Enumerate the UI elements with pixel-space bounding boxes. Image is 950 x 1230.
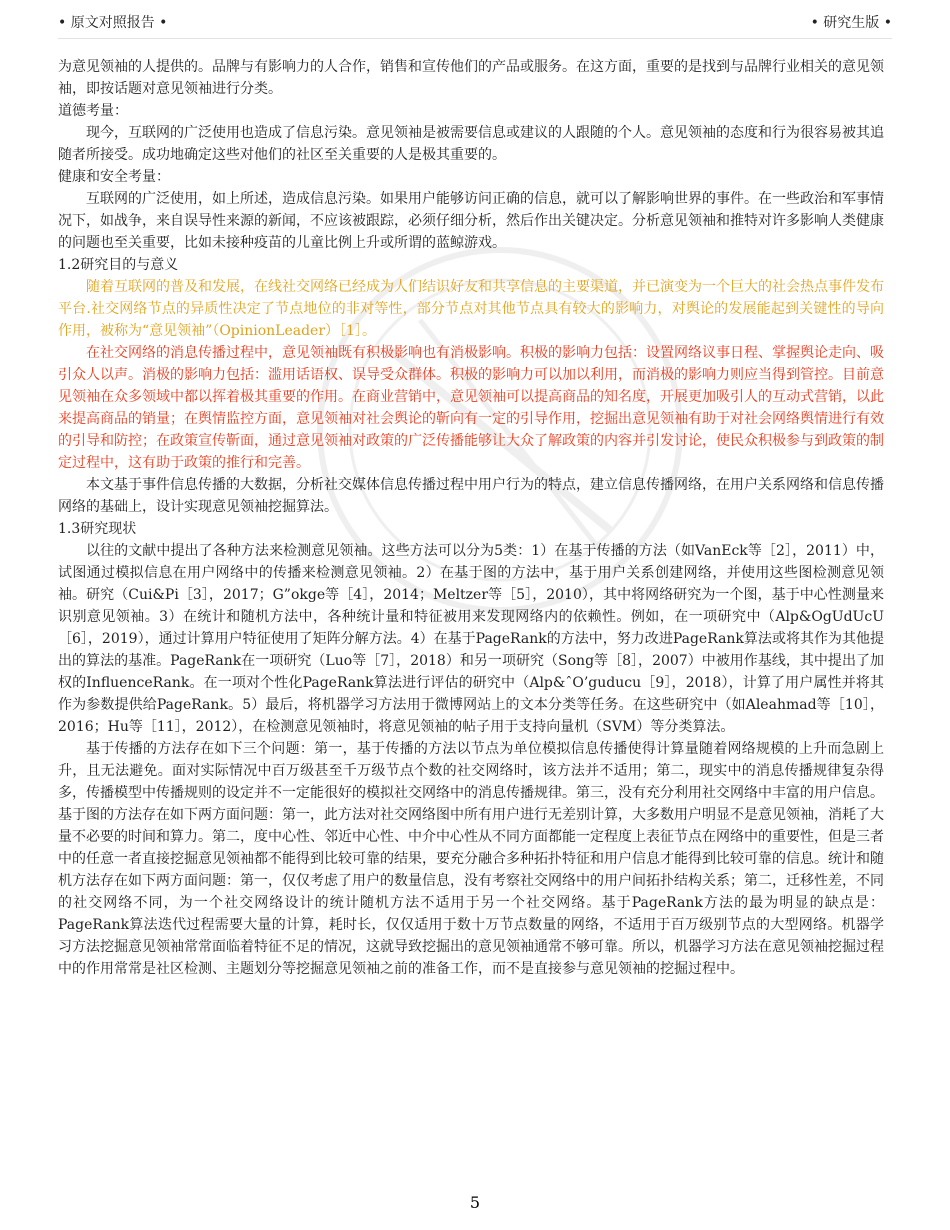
section-heading-1-3: 1.3研究现状 — [58, 521, 137, 537]
paragraph-highlight-red: 在社交网络的消息传播过程中，意见领袖既有积极影响也有消极影响。积极的影响力包括：设置网络议事日程、掌握舆论走向、吸引众人以声。消极的影响力包括：滥用话语权、误导受众群体。积极的影响力可以加以利用，而消极的影响力则应当得到管控。目前意见领袖在众多领域中都以挥着极其重要的作用。在商业营销中，意见领袖可以提高商品的知名度，开展更加吸引人的互动式营销，以此来提高商品的销量；在舆情监控方面，意见领袖对社会舆论的靳向有一定的引导作用，挖掘出意见领袖有助于对社会网络舆情进行有效的引导和防控；在政策宣传靳面，通过意见领袖对政策的广泛传播能够让大众了解政策的内容并引发讨论，使民众积极参与到政策的制定过程中，这有助于政策的推行和完善。 — [58, 345, 884, 471]
paragraph-continuation: 为意见领袖的人提供的。品牌与有影响力的人合作，销售和宣传他们的产品或服务。在这方面，重要的是找到与品牌行业相关的意见领袖，即按话题对意见领袖进行分类。 — [58, 59, 884, 97]
paragraph-purpose: 本文基于事件信息传播的大数据，分析社交媒体信息传播过程中用户行为的特点，建立信息传播网络，在用户关系网络和信息传播网络的基础上，设计实现意见领袖挖掘算法。 — [58, 477, 884, 515]
edition-label: • 研究生版 • — [810, 15, 892, 31]
page-header — [58, 8, 892, 32]
section-heading-1-2: 1.2研究目的与意义 — [58, 257, 179, 273]
heading-health-safety: 健康和安全考量： — [58, 169, 170, 185]
heading-ethics: 道德考量： — [58, 103, 128, 119]
header-divider — [58, 38, 892, 39]
page-number: 5 — [469, 1193, 481, 1212]
report-type-label: • 原文对照报告 • — [58, 15, 168, 31]
paragraph-highlight-orange: 随着互联网的普及和发展，在线社交网络已经成为人们结识好友和共享信息的主要渠道，并已演变为一个巨大的社会热点事件发布平台.社交网络节点的异质性决定了节点地位的非对等性，部分节点对其他节点具有较大的影响力，对舆论的发展能起到关键性的导向作用，被称为“意见领袖”（OpinionLeader）［1］。 — [58, 279, 884, 339]
document-body — [58, 56, 884, 980]
paragraph-related-work: 以往的文献中提出了各种方法来检测意见领袖。这些方法可以分为5类：1）在基于传播的方法（如VanEck等［2］，2011）中，试图通过模拟信息在用户网络中的传播来检测意见领袖。2）在基于图的方法中，基于用户关系创建网络，并使用这些图检测意见领袖。研究（Cui&Pi［3］，2017；G”okge等［4］，2014；Meltzer等［5］，2010），其中将网络研究为一个图，基于中心性测量来识别意见领袖。3）在统计和随机方法中，各种统计量和特征被用来发现网络内的依赖性。例如，在一项研究中（Alp&OgUdUcU［6］，2019），通过计算用户特征使用了矩阵分解方法。4）在基于PageRank的方法中，努力改进PageRank算法或将其作为其他提出的算法的基准。PageRank在一项研究（Luo等［7］，2018）和另一项研究（Song等［8］，2007）中被用作基线，其中提出了加权的InfluenceRank。在一项对个性化PageRank算法进行评估的研究中（Alp&ˆO’guducu［9］，2018），计算了用户属性并将其作为参数提供给PageRank。5）最后，将机器学习方法用于微博网站上的文本分类等任务。在这些研究中（如Aleahmad等［10］，2016；Hu等［11］，2012），在检测意见领袖时，将意见领袖的帖子用于支持向量机（SVM）等分类算法。 — [58, 543, 884, 735]
paragraph-problems: 基于传播的方法存在如下三个问题：第一，基于传播的方法以节点为单位模拟信息传播使得计算量随着网络规模的上升而急剧上升，且无法避免。面对实际情况中百万级甚至千万级节点个数的社交网络时，该方法并不适用；第二，现实中的消息传播规律复杂得多，传播模型中传播规则的设定并不一定能很好的模拟社交网络中的消息传播规律。第三，没有充分利用社交网络中丰富的用户信息。基于图的方法存在如下两方面问题：第一，此方法对社交网络图中所有用户进行无差别计算，大多数用户明显不是意见领袖，消耗了大量不必要的时间和算力。第二，度中心性、邻近中心性、中介中心性从不同方面都能一定程度上表征节点在网络中的重要性，但是三者中的任意一者直接挖掘意见领袖都不能得到比较可靠的结果，要充分融合多种拓扑特征和用户信息才能得到比较可靠的信息。统计和随机方法存在如下两方面问题：第一，仅仅考虑了用户的数量信息，没有考察社交网络中的用户间拓扑结构关系；第二，迁移性差，不同的社交网络不同，为一个社交网络设计的统计随机方法不适用于另一个社交网络。基于PageRank方法的最为明显的缺点是：PageRank算法迭代过程需要大量的计算，耗时长，仅仅适用于数十万节点数量的网络，不适用于百万级别节点的大型网络。机器学习方法挖掘意见领袖常常面临着特征不足的情况，这就导致挖掘出的意见领袖通常不够可靠。所以，机器学习方法在意见领袖挖掘过程中的作用常常是社区检测、主题划分等挖掘意见领袖之前的准备工作，而不是直接参与意见领袖的挖掘过程中。 — [58, 741, 884, 977]
paragraph-health-safety: 互联网的广泛使用，如上所述，造成信息污染。如果用户能够访问正确的信息，就可以了解影响世界的事件。在一些政治和军事情况下，如战争，来自误导性来源的新闻，不应该被跟踪，必须仔细分析，然后作出关键决定。分析意见领袖和推特对许多影响人类健康的问题也至关重要，比如未接种疫苗的儿童比例上升或所谓的蓝鲸游戏。 — [58, 191, 884, 251]
paragraph-ethics: 现今，互联网的广泛使用也造成了信息污染。意见领袖是被需要信息或建议的人跟随的个人。意见领袖的态度和行为很容易被其追随者所接受。成功地确定这些对他们的社区至关重要的人是极其重要的。 — [58, 125, 884, 163]
